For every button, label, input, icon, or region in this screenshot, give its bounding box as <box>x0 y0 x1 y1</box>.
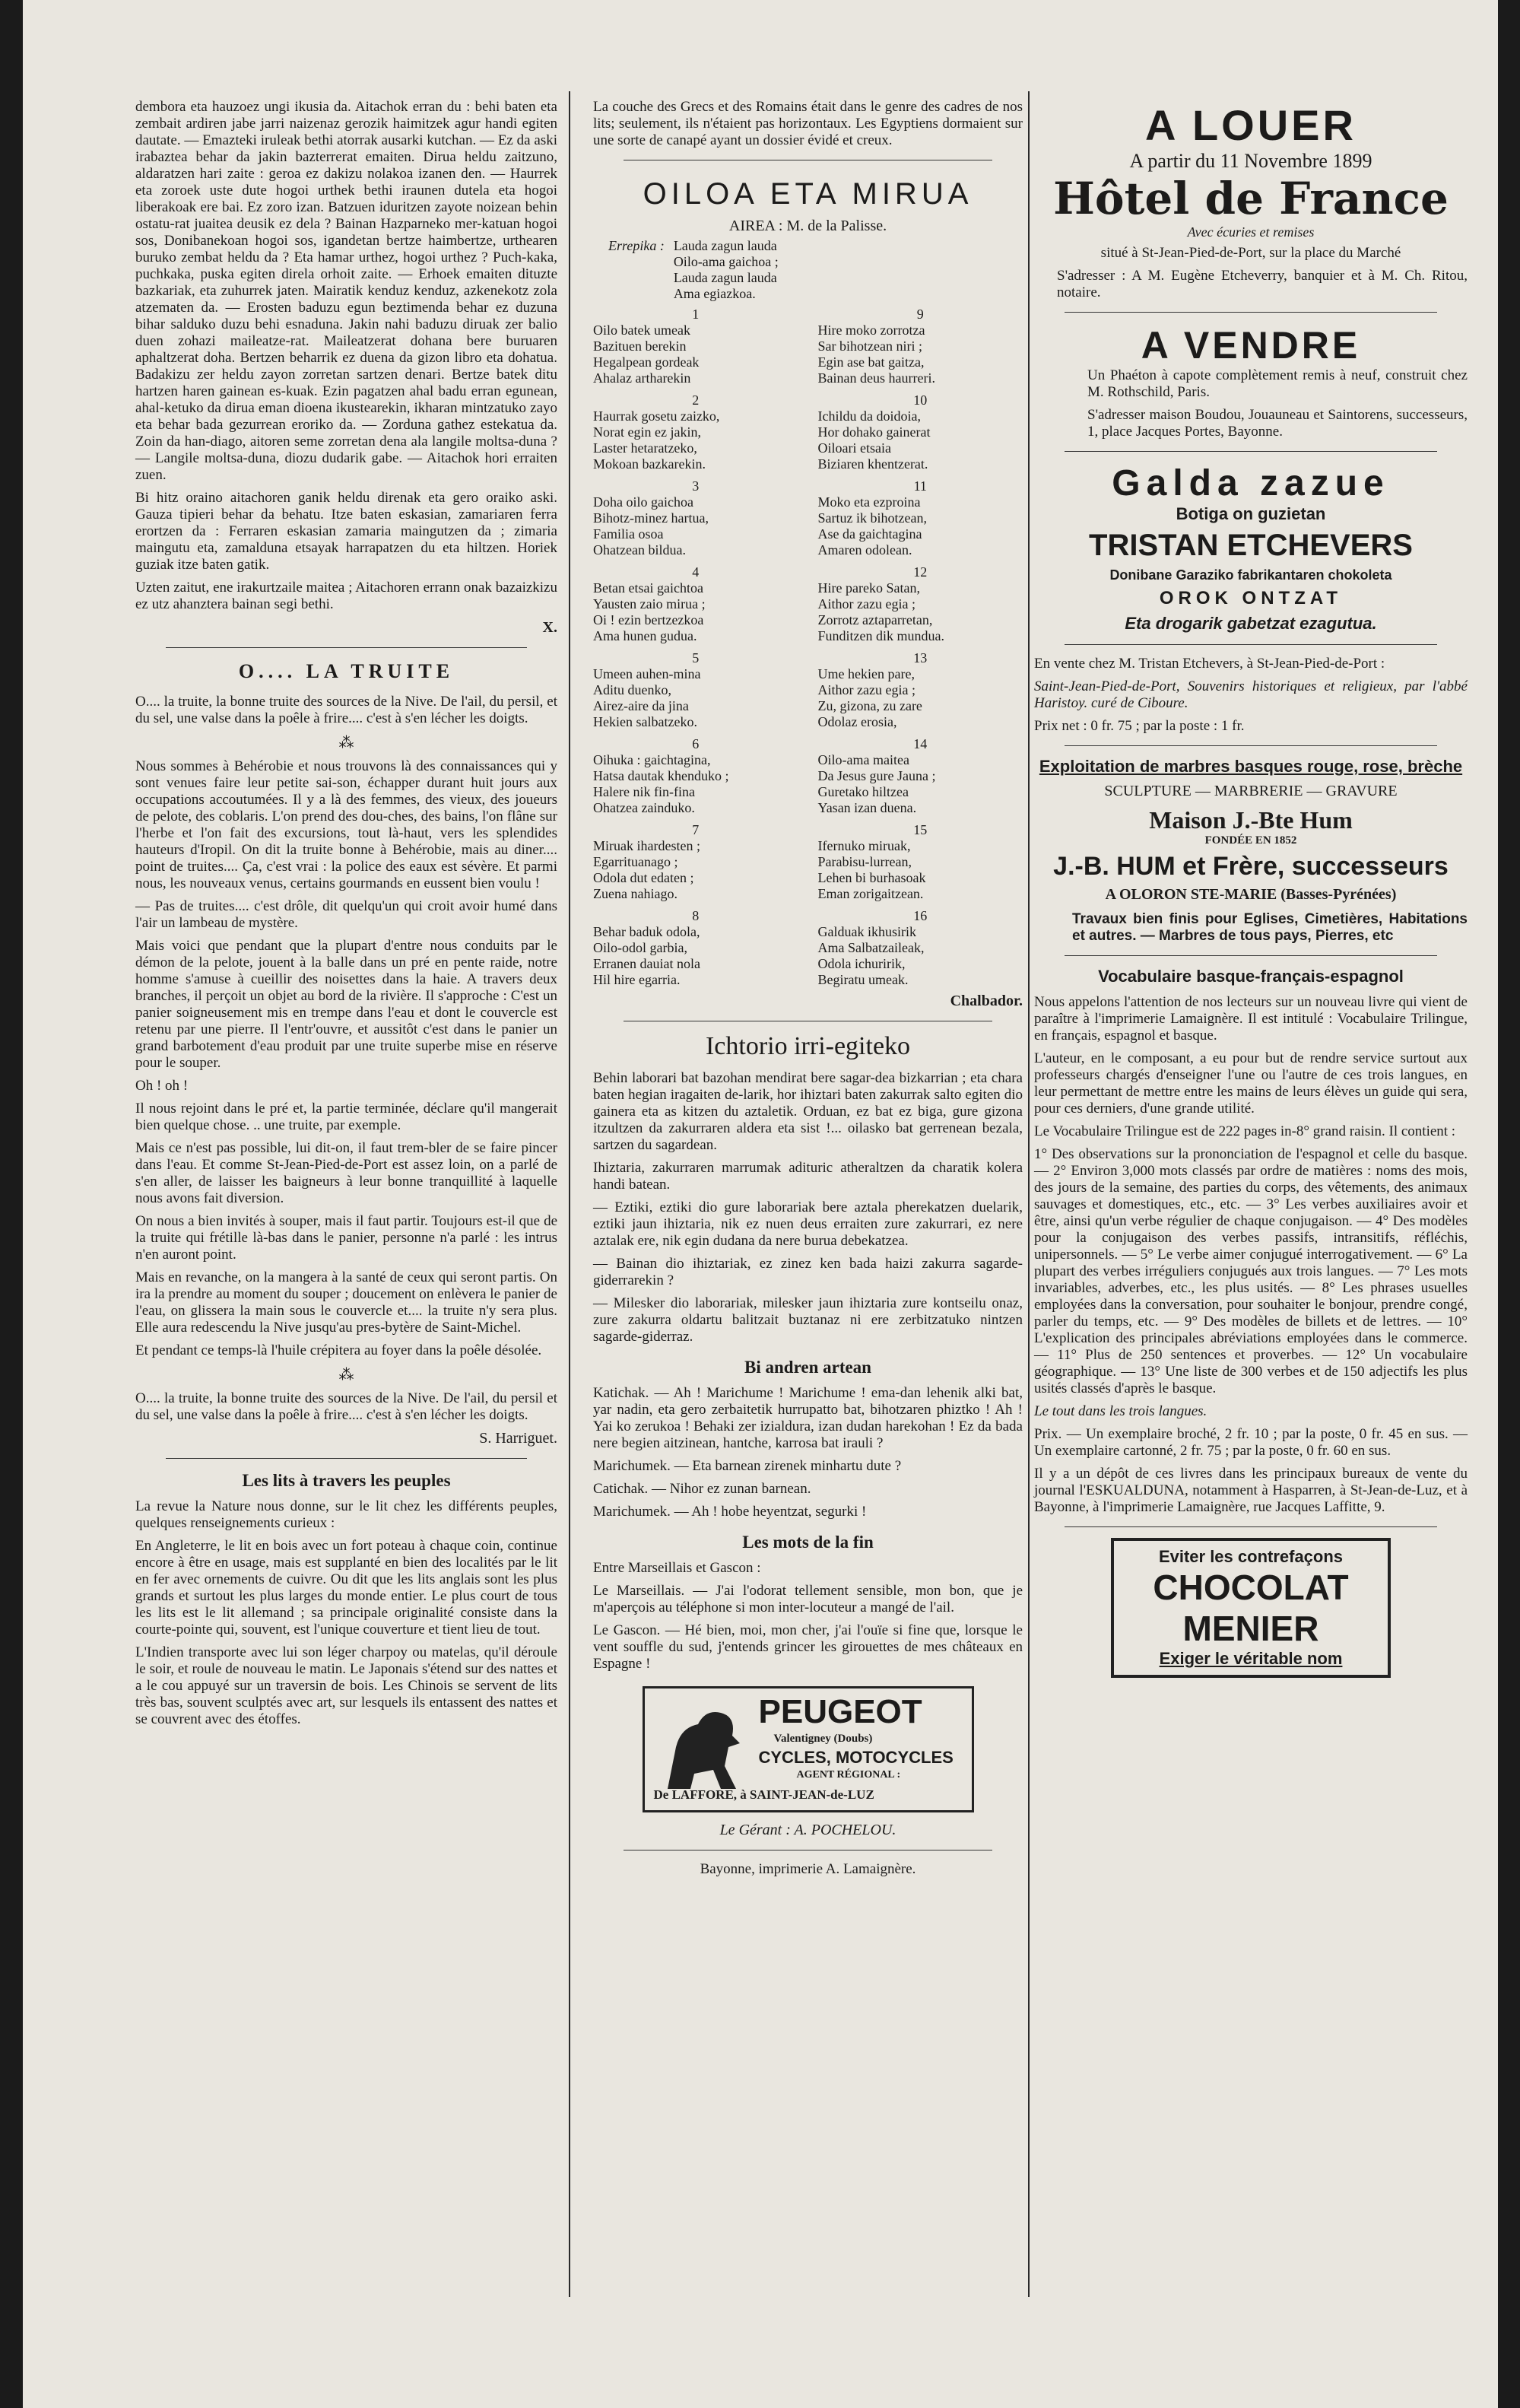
divider <box>1065 312 1437 313</box>
louer-heading: A LOUER <box>1145 101 1357 149</box>
verse-line: Hil hire egarria. <box>593 972 681 987</box>
article-text: La couche des Grecs et des Romains était dans le genre des cadres de nos lits; seulement, ils n'étaient pas horizontaux. Les Egyptiens dormaient sur une sorte de canapé ayant un dossier évidé et creux. <box>593 99 1023 148</box>
vocab-text: Le tout dans les trois langues. <box>1034 1403 1207 1419</box>
signature: X. <box>542 619 557 636</box>
divider <box>1065 644 1437 645</box>
verse-line: Oiloari etsaia <box>817 440 891 456</box>
verse-number: 12 <box>913 564 928 580</box>
article-text: Katichak. — Ah ! Marichume ! Marichume ! ema-dan lehenik alki bat, yar nadin, eta gero zerbaitetik hurrupatto bat, bihotzaren phiztko ! Ah ! Yai ko zerukoa ! Behaki zer izialdura, izan dudan harekohan ! Ez da bada nere begien aitzinean, hantche, karrosa bat irauli ? <box>593 1385 1023 1451</box>
verse-line: Hire pareko Satan, <box>817 580 920 596</box>
article-text: En Angleterre, le lit en bois avec un fort poteau à chaque coin, continue encore à être en usage, mais est supplanté en bien des localités par le lit en fer avec ornements de cuivre. Ou dit que les lits anglais sont les plus grands et surtout les plus larges du monde entier. Le plus court de tous les lits est le lit allemand ; sa principale originalité consiste dans la courte-pointe qui, souvent, est l'unique couverture et tient lieu de tout. <box>135 1538 557 1638</box>
gerant: Le Gérant : A. POCHELOU. <box>719 1822 896 1838</box>
refrain-line: Ama egiazkoa. <box>673 286 756 301</box>
article-title: O.... LA TRUITE <box>238 660 455 682</box>
verse-line: Ohatzea zainduko. <box>593 800 695 815</box>
verse-number: 6 <box>692 736 700 751</box>
article-text: Catichak. — Nihor ez zunan barnean. <box>593 1481 811 1497</box>
book-title: Saint-Jean-Pied-de-Port, Souvenirs historiques et religieux, par l'abbé Haristoy. curé de Ciboure. <box>1034 678 1468 711</box>
verse-line: Funditzen dik mundua. <box>817 628 944 643</box>
verse-line: Ahalaz artharekin <box>593 370 691 386</box>
louer-date: A partir du 11 Novembre 1899 <box>1129 150 1372 172</box>
article-title: Bi andren artean <box>744 1358 871 1377</box>
verse-line: Egarrituanago ; <box>593 854 678 869</box>
article-text: L'Indien transporte avec lui son léger charpoy ou matelas, qu'il déroule le soir, et roule de nouveau le matin. Le Japonais s'étend sur des nattes et a le cou appuyé sur un traversin de bois. Les Chinois se servent de lits très bas, souvent sculptés avec art, sur lesquels ils entassent des nattes et se couvrent avec des étoffes. <box>135 1644 557 1727</box>
vocab-text: L'auteur, en le composant, a eu pour but de rendre service surtout aux professeurs chargés d'enseigner l'une ou l'autre de ces trois langues, en leur permettant de mettre entre les mains de leurs élèves un guide qui sera, pour ces derniers, d'une grande utilité. <box>1034 1050 1468 1117</box>
verse-line: Hegalpean gordeak <box>593 354 700 370</box>
verse-line: Ume hekien pare, <box>817 666 915 681</box>
lion-icon <box>652 1698 751 1800</box>
song-verse <box>593 908 798 988</box>
hum-successeurs: J.-B. HUM et Frère, successeurs <box>1053 852 1449 881</box>
verse-line: Behar baduk odola, <box>593 924 700 939</box>
imprimerie: Bayonne, imprimerie A. Lamaignère. <box>700 1861 916 1877</box>
refrain-line: Lauda zagun lauda <box>673 238 777 253</box>
article-text: Il nous rejoint dans le pré et, la partie terminée, déclare qu'il mangerait bien quelque chose. .. une truite, par exemple. <box>135 1101 557 1133</box>
verse-line: Sar bihotzean niri ; <box>817 338 922 354</box>
oloron-text: A OLORON STE-MARIE (Basses-Pyrénées) <box>1105 886 1397 903</box>
verse-line: Ichildu da doidoia, <box>817 408 921 424</box>
verse-line: Aithor zazu egia ; <box>817 682 915 697</box>
verse-line: Hire moko zorrotza <box>817 322 925 338</box>
verse-number: 14 <box>913 736 928 751</box>
verse-line: Zorrotz aztaparretan, <box>817 612 933 627</box>
peugeot-line: CYCLES, MOTOCYCLES <box>758 1748 954 1767</box>
refrain <box>608 238 1023 302</box>
verse-line: Da Jesus gure Jauna ; <box>817 768 936 783</box>
divider <box>1065 955 1437 956</box>
song-verse <box>593 307 798 386</box>
galda-heading: Galda zazue <box>1112 463 1390 504</box>
verse-number: 16 <box>913 908 928 923</box>
article-text: Mais voici que pendant que la plupart d'entre nous conduits par le démon de la pelote, jouent à la balle dans un pré en pente raide, notre homme s'amuse à cueillir des noisettes dans la haie. A travers deux branches, il perçoit un objet au bord de la rivière. Il s'approche : C'est un panier soigneusement mis en trempe dans l'eau et dont le couvercle est retenu par une pierre. Il l'entr'ouvre, et aussitôt c'est dans le panier un grand barbotement d'eau produit par une truite superbe mise en réserve pour le souper. <box>135 938 557 1071</box>
divider <box>1065 451 1437 452</box>
verse-line: Aditu duenko, <box>593 682 671 697</box>
peugeot-dealer: De LAFFORE, à SAINT-JEAN-de-LUZ <box>653 1787 874 1802</box>
verse-line: Eman zorigaitzean. <box>817 886 924 901</box>
song-verse <box>818 392 1023 472</box>
article-text: Et pendant ce temps-là l'huile crépitera au foyer dans la poêle désolée. <box>135 1342 542 1358</box>
song-title: OILOA ETA MIRUA <box>643 177 973 211</box>
verse-line: Norat egin ez jakin, <box>593 424 701 440</box>
verse-line: Halere nik fin-fina <box>593 784 695 799</box>
song-verse <box>818 564 1023 644</box>
travaux-text: Travaux bien finis pour Eglises, Cimetières, Habitations et autres. — Marbres de tous pays, Pierres, etc <box>1072 911 1468 944</box>
refrain-lines <box>674 238 779 302</box>
article-text: — Pas de truites.... c'est drôle, dit quelqu'un qui croit avoir humé dans l'air un lambeau de mystère. <box>135 898 557 931</box>
song-verse <box>593 822 798 902</box>
chokoleta-text: Donibane Garaziko fabrikantaren chokoleta <box>1109 567 1392 583</box>
verse-line: Oilo-odol garbia, <box>593 940 687 955</box>
verse-number: 7 <box>692 822 700 837</box>
verse-line: Amaren odolean. <box>817 542 912 558</box>
verse-number: 15 <box>913 822 928 837</box>
drogarik-text: Eta drogarik gabetzat ezagutua. <box>1125 614 1377 633</box>
song-verse <box>593 392 798 472</box>
verse-line: Erranen dauiat nola <box>593 956 700 971</box>
article-title: Les lits à travers les peuples <box>242 1471 451 1490</box>
article-text: Entre Marseillais et Gascon : <box>593 1560 761 1576</box>
song-verses <box>593 307 1023 988</box>
article-text: — Eztiki, eztiki dio gure laborariak bere aztala pherekatzen duelarik, eztiki jaun ihiztaria, nik ez nuen deus erraiten zure zakurrari, ez nere aztalak ere, nik egin dudana da nere burua debekatzea. <box>593 1199 1023 1249</box>
chocolat-text: CHOCOLAT <box>1153 1568 1349 1607</box>
song-verse <box>818 307 1023 386</box>
song-verse <box>593 650 798 730</box>
fondee-text: FONDÉE EN 1852 <box>1204 834 1297 847</box>
verse-line: Miruak ihardesten ; <box>593 838 700 853</box>
verse-line: Doha oilo gaichoa <box>593 494 693 510</box>
botiga-text: Botiga on guzietan <box>1176 504 1326 523</box>
vocab-heading: Vocabulaire basque-français-espagnol <box>1098 967 1404 986</box>
verse-line: Hatsa dautak khenduko ; <box>593 768 729 783</box>
menier-text: MENIER <box>1182 1609 1319 1648</box>
verse-line: Bihotz-minez hartua, <box>593 510 709 526</box>
article-text: Uzten zaitut, ene irakurtzaile maitea ; Aitachoren errann onak bazaizkizu ez utz ahanztera bainan segi bethi. <box>135 580 557 612</box>
refrain-label: Errepika : <box>608 238 665 253</box>
verse-number: 1 <box>692 307 700 322</box>
article-text: — Milesker dio laborariak, milesker jaun ihiztaria zure kontseilu onaz, zure zakurra oldartu balitzait buztanaz ni ere zerbitzatuko nintzen sagarde-giderraz. <box>593 1295 1023 1345</box>
exiger-text: Exiger le véritable nom <box>1159 1649 1343 1668</box>
article-title: Les mots de la fin <box>742 1533 874 1552</box>
vocab-text: 1° Des observations sur la prononciation de l'espagnol et celle du basque. — 2° Environ 3,000 mots classés par ordre de matières : noms des mois, des jours de la semaine, des parties du corps, des vêtements, des animaux sauvages et domestiques, etc., etc. — 3° Les verbes auxiliaires avoir et être, ainsi qu'un verbe régulier de chaque conjugaison. — 4° Des modèles pour la conjugaison des verbes passifs, intransitifs, réfléchis, unipersonnels. — 5° Le verbe aimer conjugué interrogativement. — 6° La plupart des verbes irréguliers conjugués aux trois langues. — 7° Les mots invariables, adverbes, etc., les plus usités. — 8° Les phrases usuelles employées dans la conversation, pour souhaiter le bonjour, prendre congé, parler du temps, etc. — 9° Des modèles de billets et de lettres. — 10° L'explication des principales abréviations employées dans le commerce. — 11° Plus de 250 sentences et proverbes. — 12° Un vocabulaire géographique. — 13° Une liste de 300 verbes et de 150 adjectifs les plus usités classés d'après le basque. <box>1034 1146 1468 1396</box>
article-text: Mais ce n'est pas possible, lui dit-on, il faut trem-bler de se faire pincer dans l'eau. Et comme St-Jean-Pied-de-Port est assez loin, on a parlé de s'en aller, de laisser les baigneurs à leur bonne tranquillité à laquelle nous avons fait diversion. <box>135 1140 557 1206</box>
verse-line: Ama hunen gudua. <box>593 628 697 643</box>
divider <box>1065 745 1437 746</box>
verse-line: Lehen bi burhasoak <box>817 870 926 885</box>
article-text: On nous a bien invités à souper, mais il faut partir. Toujours est-il que de la truite qui frétille là-bas dans le panier, personne n'a parlé : les intrus n'en auront point. <box>135 1213 557 1263</box>
verse-line: Umeen auhen-mina <box>593 666 701 681</box>
eviter-text: Eviter les contrefaçons <box>1158 1547 1344 1566</box>
asterism: ⁂ <box>338 735 354 751</box>
song-verse <box>593 478 798 558</box>
article-text: Nous sommes à Behérobie et nous trouvons là des connaissances qui y sont venues faire leur petite sai-son, échapper durant huit jours aux occupations accoutumées. Il y a là des femmes, des vieux, des joueurs de pelote, des coblaris. L'on prend des dou-ches, des bains, l'on flâne sur l'herbe et l'on fait des excursions, tout là-haut, vers les splendides hauteurs d'Iropil. On dit la truite bonne à Behérobie, mais au diner.... point de truites.... Ça, c'est vrai : la police des eaux est sévère. Et parmi nous, les nouveaux venus, certains gourmands en eussent bien voulu ! <box>135 758 557 891</box>
article-text: Mais en revanche, on la mangera à la santé de ceux qui seront partis. On ira la prendre au moment du souper ; doucement on enlèvera le panier de l'eau, on glissera la main sous le couvercle et.... la truite n'y sera plus. Elle aura redescendu la Nive jusqu'au pres-bytère de Saint-Michel. <box>135 1269 557 1336</box>
marbres-heading: Exploitation de marbres basques rouge, rose, brèche <box>1039 757 1463 776</box>
verse-line: Ohatzean bildua. <box>593 542 686 558</box>
column-3 <box>1034 99 1468 1678</box>
song-verse <box>818 478 1023 558</box>
verse-line: Aithor zazu egia ; <box>817 596 915 612</box>
column-1 <box>135 99 557 1734</box>
column-rule <box>1028 91 1030 2297</box>
article-text: O.... la truite, la bonne truite des sources de la Nive. De l'ail, du persil, et du sel, une valse dans la poêle à frire.... c'est à s'en lécher les doigts. <box>135 694 557 726</box>
verse-number: 13 <box>913 650 928 666</box>
verse-line: Familia osoa <box>593 526 664 542</box>
verse-line: Oilo batek umeak <box>593 322 690 338</box>
article-text: Marichumek. — Ah ! hobe heyentzat, segurki ! <box>593 1504 867 1520</box>
article-text: dembora eta hauzoez ungi ikusia da. Aitachok erran du : behi baten eta zembait ardiren jabe jarri naizenaz gerozik haimitzek agur handi egiten dautate. — Emazteki iruleak bethi atorrak ausarki kutchan. — Ez da aski irabaztea behar da jakin bazterrerat emaiten. Dirua heldu zaitzuno, aldaratzen hari zaite : geroa ez dakizu nolakoa izanen den. — Haurrek eta zoroek uste dute hogoi urthek bethi iraunen dutela eta hogoi liberakoak ere bai. Ez zoro izan. Batzuen iduritzen zayote noizean behin ostatu-rat juaitea deusik ez dela ? Bainan Hazparneko mer-katuan hogoi sos, Donibanekoan hogoi sos, igandetan bertze haimbertze, urthearen buruko zembat heldu da ? Eta hamar urthez, hogoi urthez ? Puch-kaka, puchkaka, puska egiten direla orhoit zaite. — Erhoek emaiten dituzte bazkariak, eta zuhurrek jaten. Mairatik kenduz kenduz, azkenekotz zola atzematen da. — Erosten baduzu egun beztimenda behar ez duzuna bihar salduko duzu behi esnaduna. Jakin nahi baduzu diruak zer balio duen zohazi maileatze-rat. Maileatzerat dohana bere buruaren aphaltzerat doha. Bertzen beharrik ez duena da gizon libro eta dohatua. Badakizu zer heldu zayon zorretan sartzen denari. Bertze batek ditu hartzen haren gainean es-kuak. Ezin pagatzen ahal badu erran egunean, ahal-ketuko da dirua eman dioena ikustearekin, ikharan mintzatuko zayo eta behar bada gezurrean eroriko da. — Zorduna gathez estekatua da. Zoin da han-diago, aitoren seme zorretan dena ala langile moltsa-duna ? — Langile moltsa-duna, diozu dudarik gabe. — Aitachok hori erraiten zuen. <box>135 99 557 483</box>
song-verse <box>593 736 798 816</box>
verse-line: Mokoan bazkarekin. <box>593 456 706 472</box>
verse-number: 10 <box>913 392 928 408</box>
verse-number: 2 <box>692 392 700 408</box>
verse-line: Hor dohako gainerat <box>817 424 931 440</box>
vocab-price: Prix. — Un exemplaire broché, 2 fr. 10 ; par la poste, 0 fr. 45 en sus. — Un exemplaire cartonné, 2 fr. 75 ; par la poste, 0 fr. 60 en sus. <box>1034 1426 1468 1459</box>
verse-line: Sartuz ik bihotzean, <box>817 510 927 526</box>
verse-line: Ifernuko miruak, <box>817 838 911 853</box>
divider <box>1065 1526 1437 1527</box>
verse-line: Begiratu umeak. <box>817 972 909 987</box>
refrain-line: Lauda zagun lauda <box>673 270 777 285</box>
verse-line: Hekien salbatzeko. <box>593 714 697 729</box>
verse-number: 4 <box>692 564 700 580</box>
hotel-text: situé à St-Jean-Pied-de-Port, sur la place du Marché <box>1100 245 1401 261</box>
column-2 <box>593 99 1023 1878</box>
column-rule <box>569 91 570 2297</box>
article-text: Marichumek. — Eta barnean zirenek minhartu dute ? <box>593 1458 902 1474</box>
hotel-name: Hôtel de France <box>1053 173 1449 224</box>
newspaper-page <box>23 0 1498 2408</box>
verse-line: Zuena nahiago. <box>593 886 677 901</box>
article-text: Behin laborari bat bazohan mendirat bere sagar-dea bizkarrian ; eta chara baten hegian iragaiten de-larik, hor ihiztari baten zakurrak salto egiten dio gainera eta as kitzen du aztaletik. Orduan, ez bat ez biga, gure gizona itzultzen da zakurraren aldera eta sist !... oilasko bat gerrenean bezala, sartzen du sagardean. <box>593 1070 1023 1153</box>
article-text: Le Gascon. — Hé bien, moi, mon cher, j'ai l'ouïe si fine que, lorsque le vent souffle du sud, j'entends grincer les girouettes de mes châteaux en Espagne ! <box>593 1622 1023 1672</box>
verse-number: 5 <box>692 650 700 666</box>
verse-line: Ase da gaichtagina <box>817 526 922 542</box>
divider <box>166 647 527 648</box>
refrain-line: Oilo-ama gaichoa ; <box>673 254 779 269</box>
verse-line: Odola ichuririk, <box>817 956 906 971</box>
verse-line: Biziaren khentzerat. <box>817 456 928 472</box>
article-text: O.... la truite, la bonne truite des sources de la Nive. De l'ail, du persil et du sel, une valse dans la poêle à frire.... c'est à s'en lécher les doigts. <box>135 1390 557 1423</box>
verse-line: Bazituen berekin <box>593 338 687 354</box>
article-text: Le Marseillais. — J'ai l'odorat tellement sensible, mon bon, que je m'aperçois au téléphone si mon inter-locuteur a mangé de l'ail. <box>593 1583 1023 1615</box>
song-verse <box>818 650 1023 730</box>
vente-text: En vente chez M. Tristan Etchevers, à St-Jean-Pied-de-Port : <box>1034 656 1385 672</box>
vendre-heading: A VENDRE <box>1141 324 1361 367</box>
asterism: ⁂ <box>338 1367 354 1383</box>
verse-line: Egin ase bat gaitza, <box>817 354 925 370</box>
tristan-name: TRISTAN ETCHEVERS <box>1089 529 1413 562</box>
verse-number: 3 <box>692 478 700 494</box>
song-verse <box>593 564 798 644</box>
peugeot-advert <box>643 1686 974 1812</box>
verse-line: Airez-aire da jina <box>593 698 689 713</box>
orok-text: OROK ONTZAT <box>1159 588 1343 608</box>
verse-line: Yasan izan duena. <box>817 800 917 815</box>
verse-line: Betan etsai gaichtoa <box>593 580 703 596</box>
verse-line: Odola dut edaten ; <box>593 870 694 885</box>
song-verse <box>818 822 1023 902</box>
song-verse <box>818 736 1023 816</box>
peugeot-agent: AGENT RÉGIONAL : <box>796 1769 901 1781</box>
peugeot-place: Valentigney (Doubs) <box>773 1733 873 1745</box>
hotel-subtitle: Avec écuries et remises <box>1187 224 1315 240</box>
article-text: — Bainan dio ihiztariak, ez zinez ken bada haizi zakurra sagarde-giderrarekin ? <box>593 1256 1023 1288</box>
divider <box>166 1458 527 1459</box>
vocab-depot: Il y a un dépôt de ces livres dans les principaux bureaux de vente du journal l'ESKUALDUNA, notamment à Hasparren, à St-Jean-de-Luz, et à Bayonne, à l'imprimerie Lamaignère, rue Jacques Laffitte, 9. <box>1034 1466 1468 1515</box>
article-text: Bi hitz oraino aitachoren ganik heldu direnak eta gero oraiko aski. Gauza tipieri behar da behatu. Itze baten eskasian, zamariaren ferra erortzen da : Ferraren eskasian zamaria maingutzen da ; zimaria maingutu eta, zamalduna etsayak harrapatzen du eta hiltzen. Horiek guziak itze baten gatik. <box>135 490 557 573</box>
verse-line: Moko eta ezproina <box>817 494 921 510</box>
song-air: AIREA : M. de la Palisse. <box>728 218 887 234</box>
hotel-contact: S'adresser : A M. Eugène Etcheverry, banquier et à M. Ch. Ritou, notaire. <box>1057 268 1468 300</box>
verse-line: Zu, gizona, zu zare <box>817 698 922 713</box>
verse-line: Oilo-ama maitea <box>817 752 909 767</box>
verse-line: Parabisu-lurrean, <box>817 854 912 869</box>
verse-line: Odolaz erosia, <box>817 714 897 729</box>
signature: Chalbador. <box>950 993 1023 1009</box>
verse-line: Oi ! ezin bertzezkoa <box>593 612 704 627</box>
maison-hum: Maison J.-Bte Hum <box>1149 806 1353 834</box>
signature: S. Harriguet. <box>479 1430 557 1447</box>
peugeot-brand: PEUGEOT <box>758 1693 922 1730</box>
verse-line: Laster hetaratzeko, <box>593 440 697 456</box>
article-text: La revue la Nature nous donne, sur le lit chez les différents peuples, quelques renseignements curieux : <box>135 1498 557 1531</box>
vocab-text: Nous appelons l'attention de nos lecteurs sur un nouveau livre qui vient de paraître à l'imprimerie Lamaignère. Il est intitulé : Vocabulaire Trilingue, en français, espagnol et basque. <box>1034 994 1468 1044</box>
verse-line: Ama Salbatzaileak, <box>817 940 925 955</box>
vendre-contact: S'adresser maison Boudou, Jouauneau et Saintorens, successeurs, 1, place Jacques Portes, Bayonne. <box>1087 407 1468 440</box>
verse-line: Haurrak gosetu zaizko, <box>593 408 720 424</box>
verse-number: 9 <box>916 307 924 322</box>
verse-line: Galduak ikhusirik <box>817 924 916 939</box>
verse-line: Yausten zaio mirua ; <box>593 596 706 612</box>
article-text: Oh ! oh ! <box>135 1078 189 1094</box>
sculpture-text: SCULPTURE — MARBRERIE — GRAVURE <box>1104 783 1398 799</box>
verse-line: Oihuka : gaichtagina, <box>593 752 711 767</box>
vocab-text: Le Vocabulaire Trilingue est de 222 pages in-8° grand raisin. Il contient : <box>1034 1123 1456 1139</box>
verse-number: 8 <box>692 908 700 923</box>
book-price: Prix net : 0 fr. 75 ; par la poste : 1 fr. <box>1034 718 1245 734</box>
verse-line: Bainan deus haurreri. <box>817 370 935 386</box>
article-text: Ihiztaria, zakurraren marrumak adituric atheraltzen da charatik kolera handi batean. <box>593 1160 1023 1193</box>
chocolat-menier-advert <box>1111 1538 1391 1678</box>
song-verse <box>818 908 1023 988</box>
article-title: Ichtorio irri-egiteko <box>705 1032 911 1060</box>
verse-number: 11 <box>913 478 927 494</box>
verse-line: Guretako hiltzea <box>817 784 909 799</box>
vendre-text: Un Phaéton à capote complètement remis à neuf, construit chez M. Rothschild, Paris. <box>1087 367 1468 400</box>
